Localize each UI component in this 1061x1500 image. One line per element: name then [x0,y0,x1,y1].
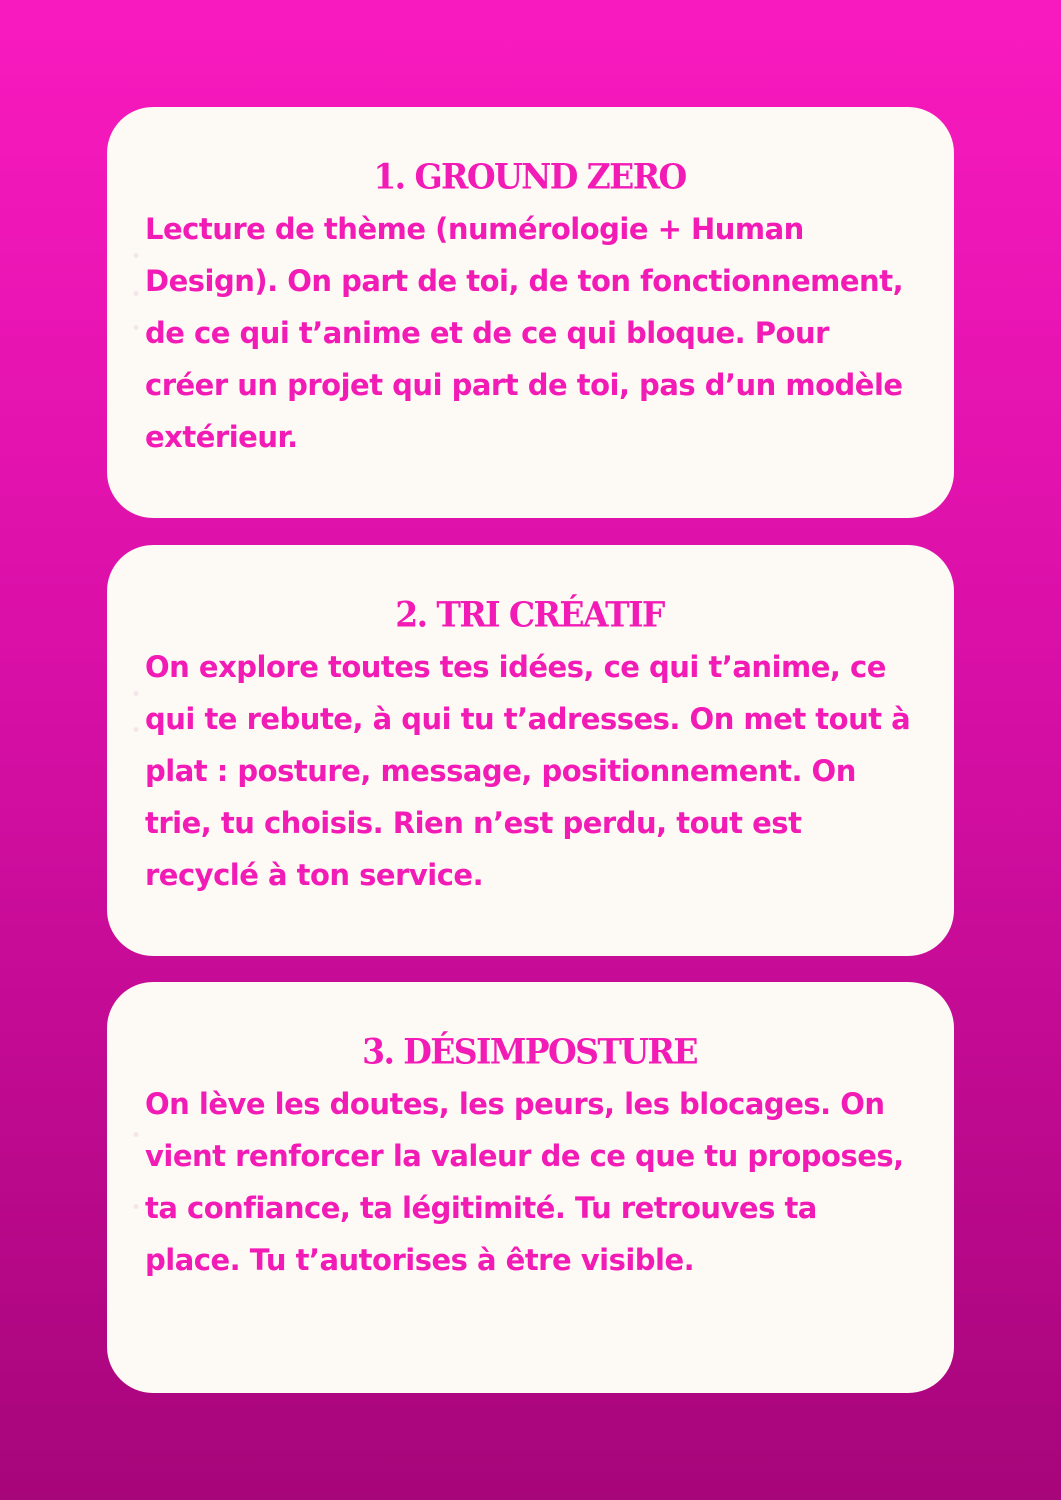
faint-bullet-mark: • [131,685,142,705]
faint-bullet-mark: • [131,285,142,305]
step-description: On lève les doutes, les peurs, les blocages. On vient renforcer la valeur de ce que tu proposes, ta confiance, ta légitimité. Tu retrouves ta place. Tu t’autorises à être visible. [145,1087,904,1277]
step-description: Lecture de thème (numérologie + Human Design). On part de toi, de ton fonctionnement, de ce qui t’anime et de ce qui bloque. Pour créer un projet qui part de toi, pas d’un modèle extérieur. [145,212,904,454]
step-description: On explore toutes tes idées, ce qui t’anime, ce qui te rebute, à qui tu t’adresses. On met tout à plat : posture, message, positionnement. On trie, tu choisis. Rien n’est perdu, tout est recyclé à ton service. [145,650,911,892]
step-card-tri-creatif [107,545,954,956]
faint-bullet-mark: • [131,721,142,741]
step-title: 2. TRI CRÉATIF [395,594,664,635]
faint-bullet-mark: • [131,247,142,267]
faint-bullet-mark: • [131,1126,142,1146]
step-title: 1. GROUND ZERO [373,156,686,197]
step-title: 3. DÉSIMPOSTURE [362,1031,697,1072]
step-card-desimposture [107,982,954,1393]
faint-bullet-mark: • [131,1198,142,1218]
step-card-ground-zero [107,107,954,518]
faint-bullet-mark: • [131,319,142,339]
